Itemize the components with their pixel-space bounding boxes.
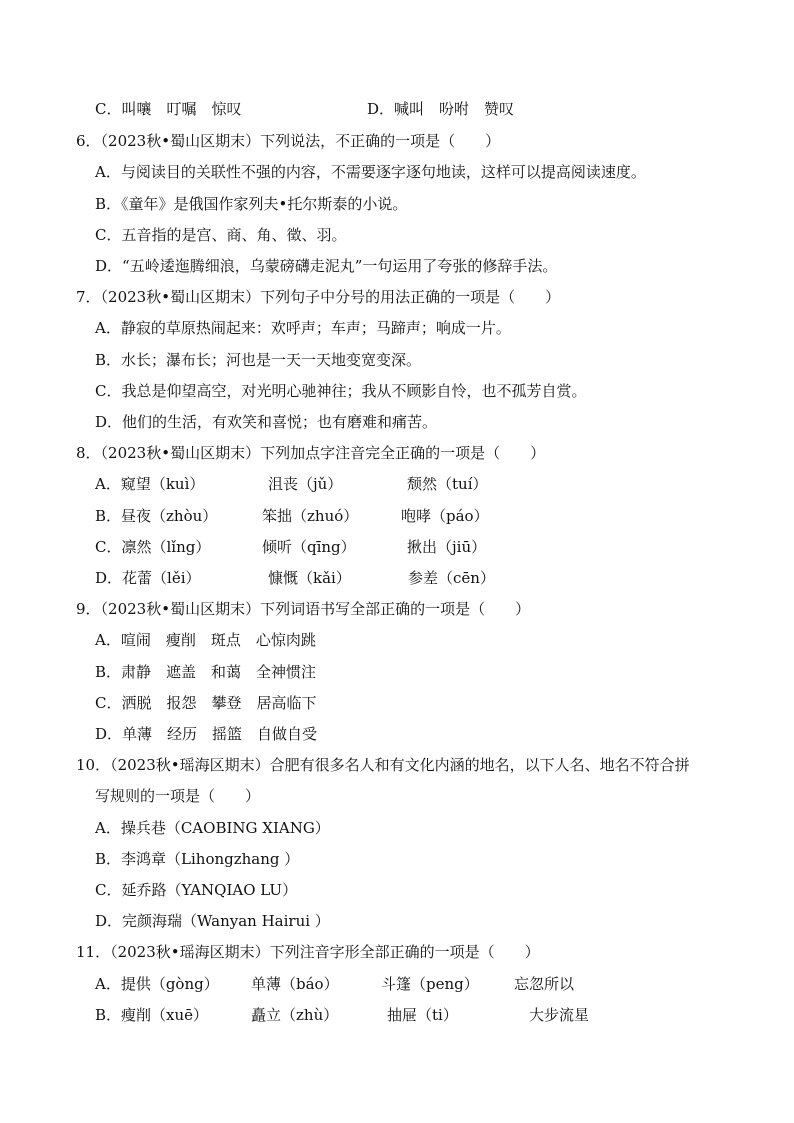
q8-c-item2: 倾听（qīng） xyxy=(262,538,356,556)
q7-option-d: D．他们的生活，有欢笑和喜悦；也有磨难和痛苦。 xyxy=(95,413,438,431)
q11-a-item4: 忘忽所以 xyxy=(514,975,575,993)
q10-option-c: C．延乔路（YANQIAO LU） xyxy=(95,881,298,899)
q8-b-item3: 咆哮（páo） xyxy=(401,507,489,525)
q8-a-item3: 颓然（tuí） xyxy=(407,475,488,493)
q11-stem: 11．（2023秋•瑶海区期末）下列注音字形全部正确的一项是（ ） xyxy=(76,943,540,961)
q10-stem-line2: 写规则的一项是（ ） xyxy=(95,787,261,805)
q10-stem-line1: 10．（2023秋•瑶海区期末）合肥有很多名人和有文化内涵的地名，以下人名、地名不符合拼 xyxy=(76,756,690,774)
q8-a-item1: A．窥望（kuì） xyxy=(95,475,205,493)
q11-b-item2: 矗立（zhù） xyxy=(251,1006,339,1024)
q8-row-d xyxy=(95,568,695,588)
q10-option-a: A．操兵巷（CAOBING XIANG） xyxy=(95,819,330,837)
q6-stem: 6．（2023秋•蜀山区期末）下列说法，不正确的一项是（ ） xyxy=(76,132,501,150)
q6-option-c: C．五音指的是宫、商、角、徵、羽。 xyxy=(95,226,347,244)
q11-a-item1: A．提供（gòng） xyxy=(95,975,219,993)
q8-stem: 8．（2023秋•蜀山区期末）下列加点字注音完全正确的一项是（ ） xyxy=(76,444,546,462)
q7-option-c: C．我总是仰望高空，对光明心驰神往；我从不顾影自怜，也不孤芳自赏。 xyxy=(95,382,587,400)
q8-b-item2: 笨拙（zhuó） xyxy=(262,507,359,525)
q9-option-d: D．单薄 经历 摇篮 自做自受 xyxy=(95,725,318,743)
q11-a-item2: 单薄（báo） xyxy=(251,975,339,993)
q9-option-c: C．洒脱 报怨 攀登 居高临下 xyxy=(95,694,317,712)
q8-d-item2: 慷慨（kǎi） xyxy=(268,569,351,587)
q9-option-b: B．肃静 遮盖 和蔼 全神惯注 xyxy=(95,663,317,681)
prev-option-c: C．叫嚷 叮嘱 惊叹 xyxy=(95,100,242,118)
q6-option-b: B．《童年》是俄国作家列夫•托尔斯泰的小说。 xyxy=(95,195,408,213)
q9-stem: 9．（2023秋•蜀山区期末）下列词语书写全部正确的一项是（ ） xyxy=(76,600,531,618)
q11-b-item3: 抽屉（ti） xyxy=(387,1006,458,1024)
q11-row-b xyxy=(95,1005,715,1025)
q6-option-d: D．“五岭逶迤腾细浪，乌蒙磅礴走泥丸”一句运用了夸张的修辞手法。 xyxy=(95,257,558,275)
q7-stem: 7．（2023秋•蜀山区期末）下列句子中分号的用法正确的一项是（ ） xyxy=(76,288,561,306)
q11-row-a xyxy=(95,974,715,994)
q8-a-item2: 沮丧（jǔ） xyxy=(268,475,343,493)
q11-b-item1: B．瘦削（xuē） xyxy=(95,1006,209,1024)
q8-c-item1: C．凛然（lǐng） xyxy=(95,538,211,556)
q10-option-b: B．李鸿章（Lihongzhang ） xyxy=(95,850,300,868)
q8-row-a xyxy=(95,474,695,494)
q10-option-d: D．完颜海瑞（Wanyan Hairui ） xyxy=(95,912,330,930)
q8-row-b xyxy=(95,506,695,526)
q6-option-a: A．与阅读目的关联性不强的内容，不需要逐字逐句地读，这样可以提高阅读速度。 xyxy=(95,163,646,181)
q9-option-a: A．喧闹 瘦削 斑点 心惊肉跳 xyxy=(95,631,316,649)
q8-b-item1: B．昼夜（zhòu） xyxy=(95,507,218,525)
q8-row-c xyxy=(95,537,695,557)
prev-option-d: D．喊叫 吩咐 赞叹 xyxy=(367,100,515,118)
q11-b-item4: 大步流星 xyxy=(529,1006,590,1024)
q7-option-b: B．水长；瀑布长；河也是一天一天地变宽变深。 xyxy=(95,351,422,369)
q8-d-item1: D．花蕾（lěi） xyxy=(95,569,201,587)
q7-option-a: A．静寂的草原热闹起来：欢呼声；车声；马蹄声；响成一片。 xyxy=(95,319,511,337)
q8-d-item3: 参差（cēn） xyxy=(408,569,495,587)
q8-c-item3: 揪出（jiū） xyxy=(407,538,487,556)
q11-a-item3: 斗篷（peng） xyxy=(381,975,479,993)
